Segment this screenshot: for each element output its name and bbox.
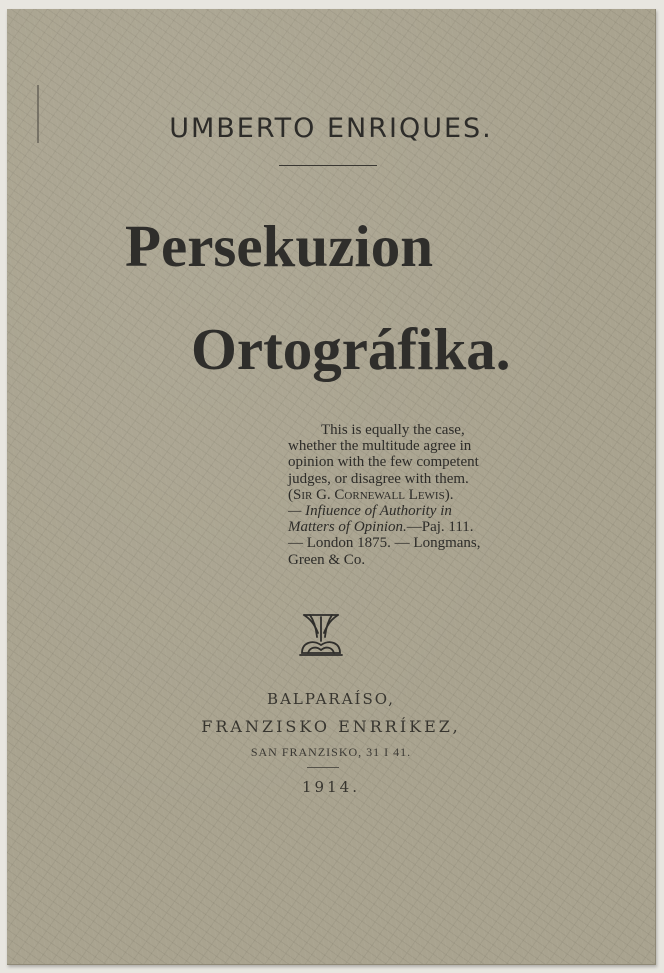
publisher-address: SAN FRANZISKO, 31 I 41. [250,745,412,759]
book-cover [7,9,656,965]
epigraph-line-8: — London 1875. — Longmans, [288,535,481,552]
epigraph-close-paren: ). [444,486,454,503]
epigraph-open-paren: ( [288,486,293,503]
epigraph-line-7 [288,519,525,535]
epigraph-work-title-cont: Matters of Opinion. [288,519,407,536]
title-line-2: Ortográfika. [191,316,511,382]
epigraph-line-6 [288,503,525,519]
epigraph-author: Sir G. Cornewall Lewis [293,486,445,503]
publication-year: 1914. [302,778,360,796]
publisher-name: FRANZISKO ENRRÍKEZ, [201,717,461,736]
title-line-1: Persekuzion [125,213,434,279]
epigraph-line-4: judges, or disagree with them. [288,470,469,487]
art-nouveau-ornament-icon [296,609,346,659]
publication-city: BALPARAÍSO, [267,690,395,708]
year-divider [307,767,339,768]
epigraph-line-9: Green & Co. [288,551,366,568]
epigraph-line-5 [288,487,525,503]
author-name: UMBERTO ENRIQUES. [169,113,493,144]
epigraph-page-ref: —Paj. 111. [406,519,474,536]
epigraph [288,422,525,568]
epigraph-line-1: This is equally the case, [321,422,465,438]
epigraph-line-2: whether the multitude agree in [288,438,472,455]
title-divider [279,165,377,166]
epigraph-work-title: — Infiuence of Authority in [288,503,452,520]
epigraph-line-3: opinion with the few competent [288,454,479,471]
